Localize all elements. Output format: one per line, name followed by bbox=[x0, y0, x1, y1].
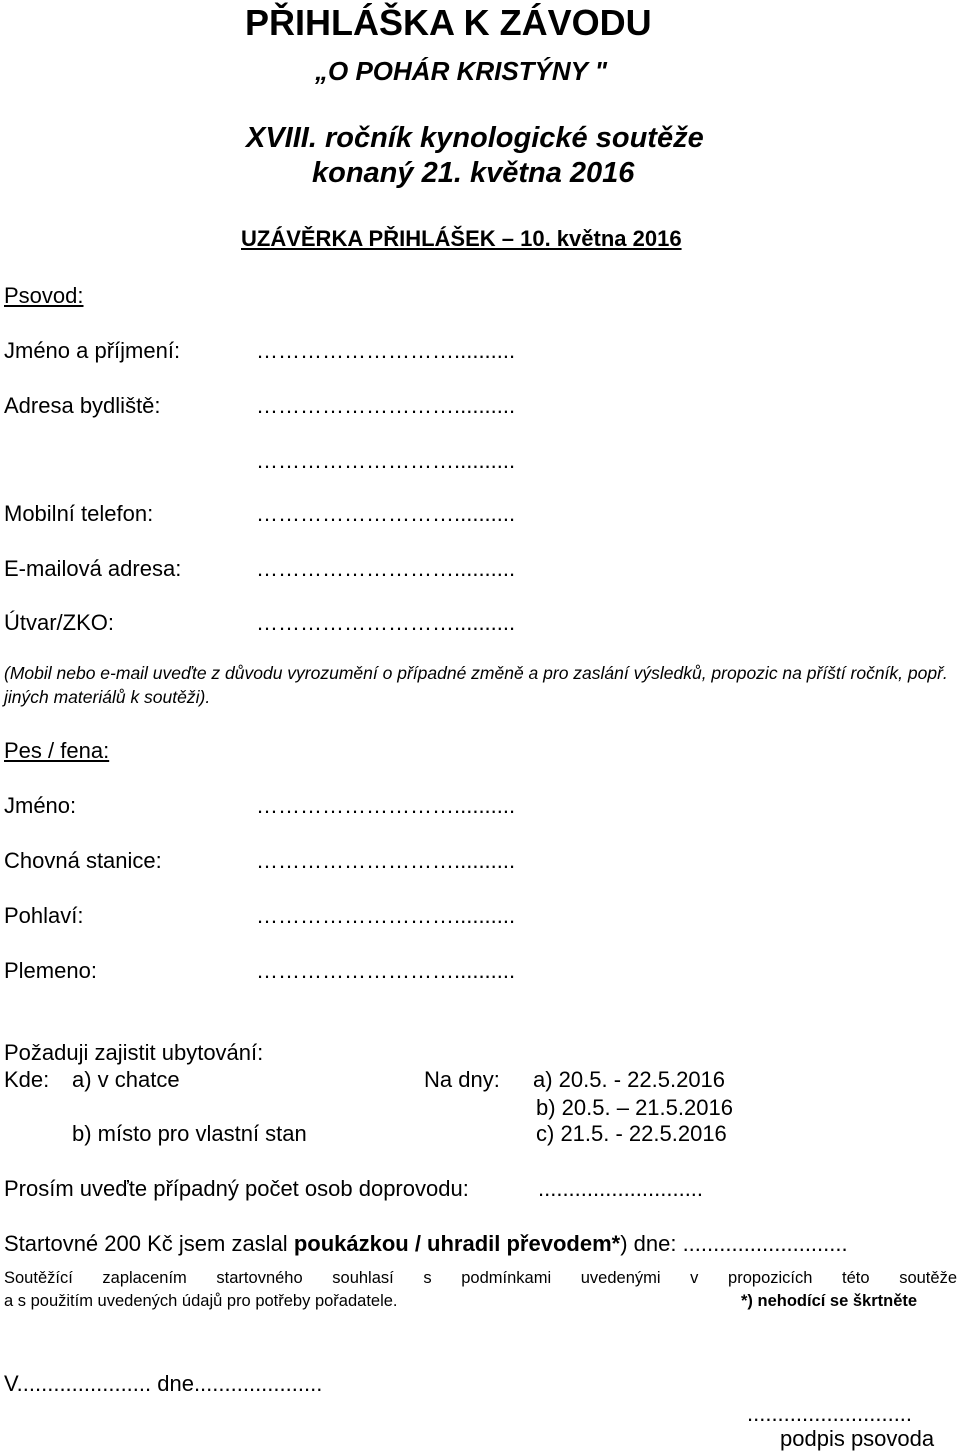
unit-label: Útvar/ZKO: bbox=[4, 610, 115, 635]
option-cabin[interactable]: a) v chatce bbox=[72, 1067, 180, 1092]
dog-name-field[interactable]: ……………………….......... bbox=[256, 793, 516, 818]
kennel-label: Chovná stanice: bbox=[4, 848, 162, 873]
form-title: PŘIHLÁŠKA K ZÁVODU bbox=[245, 2, 652, 43]
email-label: E-mailová adresa: bbox=[4, 556, 182, 581]
phone-field[interactable]: ……………………….......... bbox=[256, 501, 516, 526]
handler-section-heading: Psovod: bbox=[4, 283, 84, 308]
days-option-b[interactable]: b) 20.5. – 21.5.2016 bbox=[536, 1095, 733, 1120]
email-field[interactable]: ……………………….......... bbox=[256, 556, 516, 581]
kennel-field[interactable]: ……………………….......... bbox=[256, 848, 516, 873]
competition-name: „O POHÁR KRISTÝNY " bbox=[315, 56, 608, 86]
fee-prefix: Startovné 200 Kč jsem zaslal bbox=[4, 1231, 294, 1256]
days-label: Na dny: bbox=[424, 1067, 500, 1092]
signature-label: podpis psovoda bbox=[780, 1426, 935, 1451]
event-date: konaný 21. května 2016 bbox=[312, 157, 635, 189]
consent-line-1: Soutěžící zaplacením startovného souhlasí s podmínkami uvedenými v propozicích této soutěže bbox=[4, 1269, 957, 1287]
where-label: Kde: bbox=[4, 1067, 50, 1092]
place-date-field[interactable]: V...................... dne..................... bbox=[4, 1371, 323, 1396]
fee-payment-method: poukázkou / uhradil převodem* bbox=[293, 1231, 621, 1256]
dog-section-heading: Pes / fena: bbox=[4, 738, 110, 763]
deadline-notice: UZÁVĚRKA PŘIHLÁŠEK – 10. května 2016 bbox=[241, 226, 682, 251]
days-option-a[interactable]: a) 20.5. - 22.5.2016 bbox=[533, 1067, 726, 1092]
address-label: Adresa bydliště: bbox=[4, 393, 161, 418]
days-option-c[interactable]: c) 21.5. - 22.5.2016 bbox=[536, 1121, 727, 1146]
accommodation-heading: Požaduji zajistit ubytování: bbox=[4, 1040, 264, 1065]
sex-label: Pohlaví: bbox=[4, 903, 84, 928]
companions-field[interactable]: ........................... bbox=[538, 1176, 704, 1201]
handler-name-label: Jméno a příjmení: bbox=[4, 338, 181, 363]
companions-label: Prosím uveďte případný počet osob doprovodu: bbox=[4, 1176, 469, 1201]
consent-line-2: a s použitím uvedených údajů pro potřeby pořadatele. bbox=[4, 1292, 398, 1310]
edition-line: XVIII. ročník kynologické soutěže bbox=[246, 122, 704, 154]
footnote: *) nehodící se škrtněte bbox=[741, 1292, 918, 1310]
dog-name-label: Jméno: bbox=[4, 793, 77, 818]
contact-note: (Mobil nebo e-mail uveďte z důvodu vyrozumění o případné změně a pro zaslání výsledků, propozic na příští ročník, popř. jiných materiálů k soutěži). bbox=[4, 663, 948, 707]
fee-date-field[interactable]: ) dne: ........................... bbox=[620, 1231, 848, 1256]
unit-field[interactable]: ……………………….......... bbox=[256, 610, 516, 635]
address-field-line-1[interactable]: ……………………….......... bbox=[256, 393, 516, 418]
sex-field[interactable]: ……………………….......... bbox=[256, 903, 516, 928]
breed-label: Plemeno: bbox=[4, 958, 97, 983]
breed-field[interactable]: ……………………….......... bbox=[256, 958, 516, 983]
address-field-line-2[interactable]: ……………………….......... bbox=[256, 448, 516, 473]
option-own-tent[interactable]: b) místo pro vlastní stan bbox=[72, 1121, 307, 1146]
phone-label: Mobilní telefon: bbox=[4, 501, 154, 526]
signature-field[interactable]: ........................... bbox=[747, 1401, 913, 1426]
handler-name-field[interactable]: ……………………….......... bbox=[256, 338, 516, 363]
fee-line bbox=[4, 1231, 848, 1257]
